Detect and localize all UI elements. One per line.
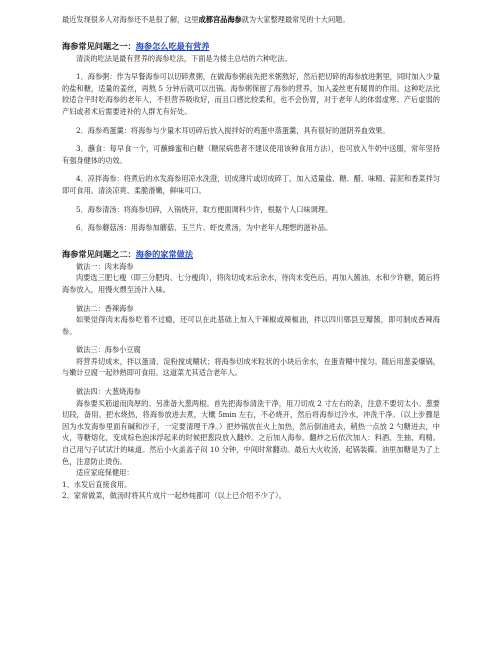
method-item-4: 4．凉拌海参：将煮后的水发海参用凉水洗澄，切成薄片或切成碎丁，加入适量盐、糖、醋、味精、蒜泥和香菜拌匀即可食用。清淡凉爽、柔脆滑嫩，鲜味可口。: [62, 174, 440, 195]
recipe-title-2: 做法二：香辣海参: [76, 303, 134, 313]
tip-item-1: 1、水发后直接食用。: [62, 479, 132, 489]
method-item-5: 5．海参清汤：将海参切碎，入锅烧开，取方便面调料少许，根据个人口味调理。: [76, 204, 333, 214]
section1-lead: 清淡的吃法是最有营养的海参吃法，下面是为楼主总结的六种吃法。: [76, 53, 292, 63]
section1-heading-link[interactable]: 海参怎么吃最有营养: [135, 40, 210, 51]
method-item-6: 6．海参蘑菇汤：用海参加蘑菇、玉兰片、虾皮煮汤，为中老年人理想的滋补品。: [76, 223, 333, 233]
document-page: [62, 14, 440, 502]
section1-heading-prefix: 海参常见问题之一：: [62, 40, 136, 51]
recipe-body-2: 如果觉得肉末海参吃着不过瘾，还可以在此基础上加入干辣椒或辣椒油，拌以四川郫县豆瓣酱，即可制成香辣海参。: [62, 315, 440, 336]
brand-name: 成都宫品海参: [198, 15, 242, 24]
section2-heading: [62, 248, 440, 260]
section1-heading: [62, 40, 440, 52]
recipe-body-3: 将营养切成末，拌以蛋清、淀粉搅成糊状；将海参切成米粒状的小块后余水，在蛋青糊中搅匀。随后用葱姜爆锅，与嫩计豆腐一起炒熟即可食用。这道菜尤其适合老年人。: [62, 356, 440, 378]
method-item-1: 1．海参粥：作为早餐海参可以切碎煮粥，在做海参粥前先把米粥熬好，然后把切碎的海参放进粥里，同时加入少量的盐和糖，适量的姜丝，再熬 5 分钟后就可以出锅。海参粥保留了海参的营养，加入姜丝更有暖胃的作用。这种吃法比较适合平时吃海参的老年人，不但营养吸收好，而且口感比较柔和，也不会伤胃，对于老年人的体弱虚寒、产后虚弱的产妇或者术后需要进补的人群尤有好处。: [62, 72, 440, 116]
recipe-title-1: 做法一：肉末海参: [76, 261, 134, 271]
intro-text: 最近发现很多人对海参还不是很了解，这里: [62, 15, 199, 24]
method-item-3: 3．蘸食：每早食一个，可蘸蜂蜜和白糖（糖尿病患者不建议使用该种食用方法），也可放入牛奶中送服，常年坚持有强身健体的功效。: [62, 144, 440, 165]
method-item-2: 2．海参鸡蛋羹：将海参与少量木耳切碎后放入搅拌好的鸡蛋中蒸蛋羹，具有很好的滋阴养血效果。: [76, 125, 390, 135]
recipe-title-3: 做法三：海参小豆腐: [76, 345, 141, 355]
recipe-body-4: 海参要买筋道而肉厚的。另准备大葱两根。首先把海参清洗干净，用刀切成 2 寸左右的条，注意不要切太小。葱要切段，备用。把水烧热，将海参放进去煮，大概 5min 左右，不必烧开，然后将海参过冷水，冲洗干净。（以上步骤是因为水发海参里面有碱和沙子，一定要清理干净。）把炒锅放在火上加热，然后倒油进去，稍热一点放 2 勺糖进去，中火，等糖熔化，变成棕色泡沫浮起来的时候把葱段放入翻炒。之后加入海参。翻炒之后依次加入：料酒、生抽、鸡精。自己用勺子试试汁的味道。然后小火盖盖子闷 10 分钟，中间时常翻动。最后大火收汤，起锅装碟。油里加糖是为了上色，注意防止烫伤。: [62, 398, 440, 466]
intro-text-end: 就为大家整理最常见的十大问题。: [241, 15, 350, 24]
recipe-body-1: 肉要选三肥七瘦（即三分肥肉、七分瘦肉），将肉切成末后余水，待肉末变色后，再加入酱油、水和少许糖，随后将海参放入，用慢火煨至汤汁入味。: [62, 273, 440, 294]
tip-item-2: 2、家常做菜，做汤时将其片成片一起炒炖都可（以上已介绍不少了）。: [62, 491, 286, 501]
intro-paragraph: [62, 14, 440, 26]
tips-title: 适应家庭保健用：: [76, 468, 134, 478]
recipe-title-4: 做法四：大葱烧海参: [76, 387, 141, 397]
section2-heading-prefix: 海参常见问题之二：: [62, 248, 136, 259]
section2-heading-link[interactable]: 海参的家常做法: [135, 248, 194, 259]
